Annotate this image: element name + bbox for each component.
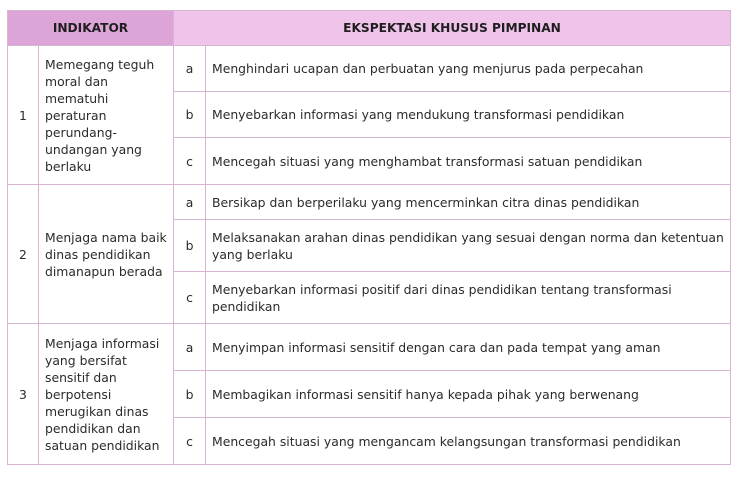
row-number: 3 <box>8 324 39 465</box>
indikator-text: Memegang teguh moral dan mematuhi peraturan perundang-undangan yang berlaku <box>39 46 174 185</box>
indikator-text: Menjaga nama baik dinas pendidikan dimanapun berada <box>39 185 174 324</box>
item-letter: b <box>174 92 206 138</box>
item-text: Mencegah situasi yang mengancam kelangsungan transformasi pendidikan <box>206 418 731 465</box>
item-letter: c <box>174 418 206 465</box>
item-letter: c <box>174 138 206 185</box>
table-row <box>8 185 731 220</box>
item-text: Membagikan informasi sensitif hanya kepada pihak yang berwenang <box>206 371 731 418</box>
header-ekspektasi: EKSPEKTASI KHUSUS PIMPINAN <box>174 11 731 46</box>
item-letter: a <box>174 185 206 220</box>
item-text: Menyimpan informasi sensitif dengan cara dan pada tempat yang aman <box>206 324 731 371</box>
header-indikator: INDIKATOR <box>8 11 174 46</box>
item-letter: a <box>174 46 206 92</box>
header-row <box>8 11 731 46</box>
row-number: 2 <box>8 185 39 324</box>
item-text: Melaksanakan arahan dinas pendidikan yang sesuai dengan norma dan ketentuan yang berlaku <box>206 220 731 272</box>
item-text: Mencegah situasi yang menghambat transformasi satuan pendidikan <box>206 138 731 185</box>
item-letter: a <box>174 324 206 371</box>
table-row <box>8 46 731 92</box>
item-letter: b <box>174 220 206 272</box>
indikator-text: Menjaga informasi yang bersifat sensitif dan berpotensi merugikan dinas pendidikan dan satuan pendidikan <box>39 324 174 465</box>
item-letter: c <box>174 272 206 324</box>
item-text: Menyebarkan informasi positif dari dinas pendidikan tentang transformasi pendidikan <box>206 272 731 324</box>
item-text: Bersikap dan berperilaku yang mencerminkan citra dinas pendidikan <box>206 185 731 220</box>
item-letter: b <box>174 371 206 418</box>
item-text: Menghindari ucapan dan perbuatan yang menjurus pada perpecahan <box>206 46 731 92</box>
item-text: Menyebarkan informasi yang mendukung transformasi pendidikan <box>206 92 731 138</box>
table-row <box>8 324 731 371</box>
expectation-table <box>7 10 731 465</box>
row-number: 1 <box>8 46 39 185</box>
